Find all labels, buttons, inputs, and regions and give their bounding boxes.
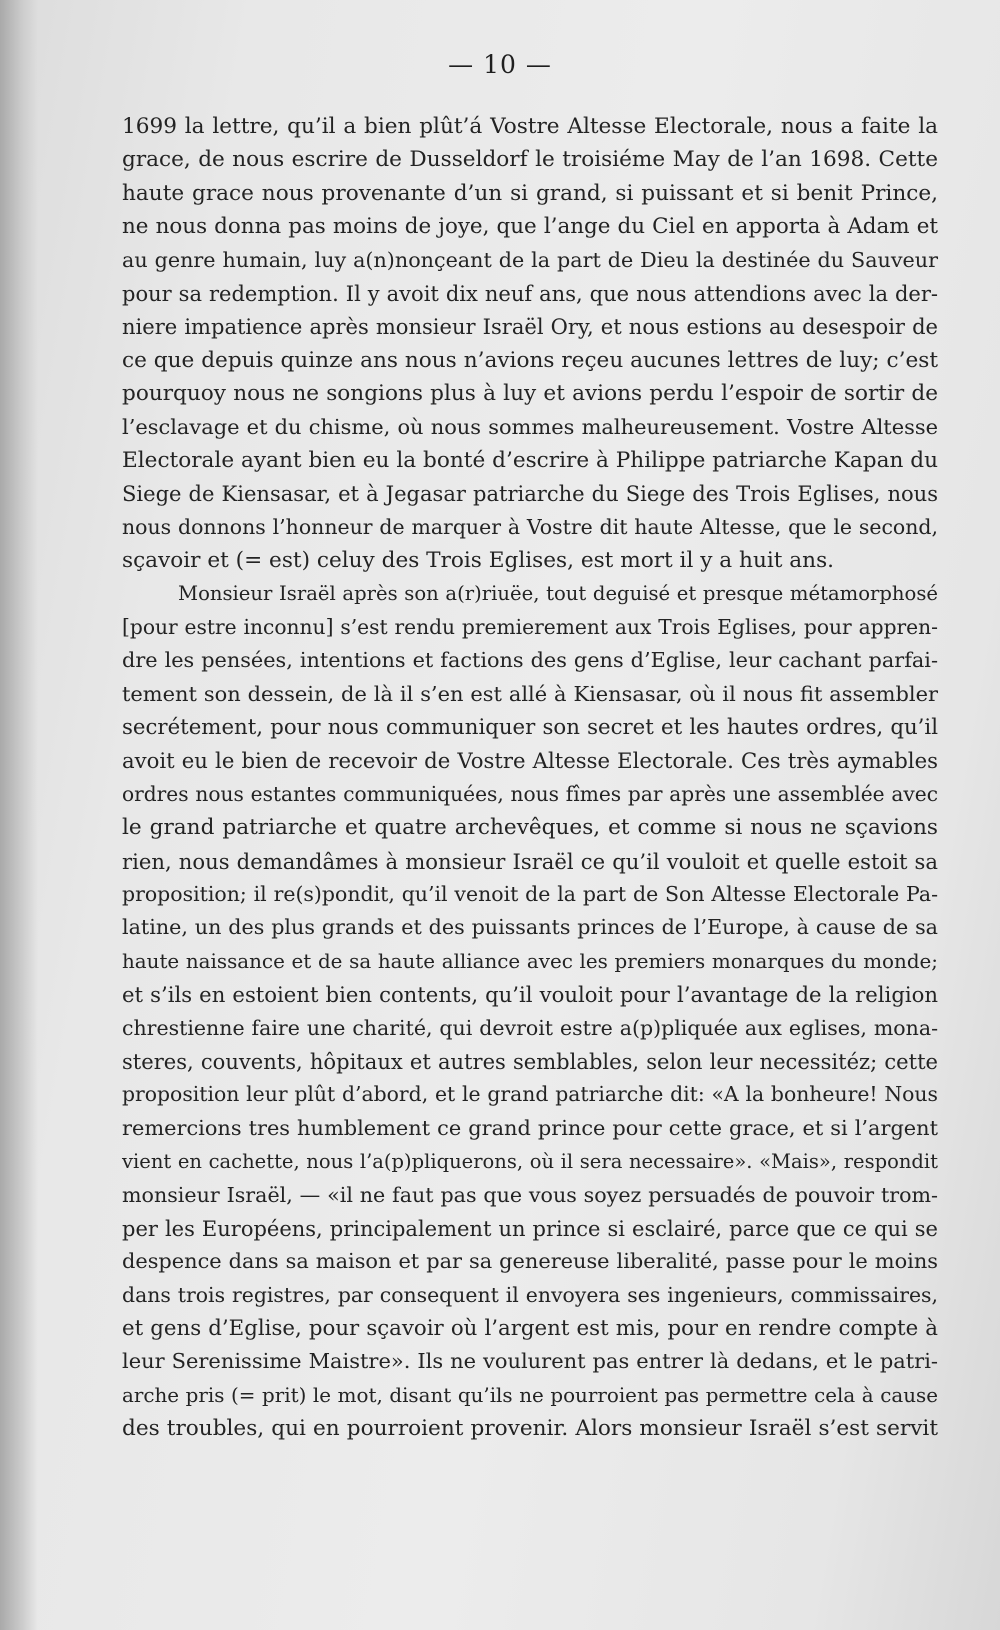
text-line: latine, un des plus grands et des puissants princes de l’Europe, à cause de sa: [122, 915, 938, 940]
text-line: per les Européens, principalement un prince si esclairé, parce que ce qui se: [122, 1215, 938, 1241]
paragraph-1: [122, 110, 938, 577]
text-line: niere impatience après monsieur Israël Ory, et nous estions au desespoir de: [122, 314, 938, 340]
text-line: le grand patriarche et quatre archevêques, et comme si nous ne sçavions: [122, 815, 938, 841]
text-line: haute naissance et de sa haute alliance avec les premiers monarques du monde;: [122, 949, 938, 973]
text-line: Electorale ayant bien eu la bonté d’escrire à Philippe patriarche Kapan du: [122, 447, 938, 473]
text-line: l’esclavage et du chisme, où nous sommes malheureusement. Vostre Altesse: [122, 414, 938, 439]
text-line: monsieur Israël, — «il ne faut pas que vous soyez persuadés de pouvoir trom-: [122, 1182, 938, 1207]
text-line: dans trois registres, par consequent il envoyera ses ingenieurs, commissaires,: [122, 1282, 938, 1307]
text-line: et gens d’Eglise, pour sçavoir où l’argent est mis, pour en rendre compte à: [122, 1316, 938, 1342]
text-line: pourquoy nous ne songions plus à luy et avions perdu l’espoir de sortir de: [122, 381, 938, 407]
text-line: ordres nous estantes communiquées, nous fîmes par après une assemblée avec: [122, 781, 938, 806]
text-line: proposition leur plût d’abord, et le grand patriarche dit: «A la bonheure! Nous: [122, 1082, 938, 1107]
text-line: nous donnons l’honneur de marquer à Vostre dit haute Altesse, que le second,: [122, 514, 938, 539]
text-line: tement son dessein, de là il s’en est allé à Kiensasar, où il nous fit assembler: [122, 681, 938, 706]
text-line: pour sa redemption. Il y avoit dix neuf ans, que nous attendions avec la der-: [122, 280, 938, 306]
body-text: [122, 110, 938, 1446]
text-line: arche pris (= prit) le mot, disant qu’ils ne pourroient pas permettre cela à cause: [122, 1383, 938, 1407]
text-line: leur Serenissime Maistre». Ils ne voulurent pas entrer là dedans, et le patri-: [122, 1349, 938, 1374]
binding-shadow: [0, 0, 38, 1630]
text-line: despence dans sa maison et par sa genereuse liberalité, passe pour le moins: [122, 1249, 938, 1274]
text-line: secrétement, pour nous communiquer son secret et les hautes ordres, qu’il: [122, 715, 938, 741]
text-line: remercions tres humblement ce grand prince pour cette grace, et si l’argent: [122, 1115, 938, 1140]
text-line: [pour estre inconnu] s’est rendu premierement aux Trois Eglises, pour appren-: [122, 614, 938, 639]
text-line: dre les pensées, intentions et factions des gens d’Eglise, leur cachant parfai-: [122, 648, 938, 673]
text-line: haute grace nous provenante d’un si grand, si puissant et si benit Prince,: [122, 180, 938, 206]
text-line: Monsieur Israël après son a(r)riuëe, tout deguisé et presque métamorphosé: [178, 582, 938, 606]
text-line: sçavoir et (= est) celuy des Trois Eglises, est mort il y a huit ans.: [122, 548, 835, 574]
text-line: proposition; il re(s)pondit, qu’il venoit de la part de Son Altesse Electorale Pa-: [122, 881, 938, 906]
paragraph-2: [122, 577, 938, 1445]
text-line: et s’ils en estoient bien contents, qu’il vouloit pour l’avantage de la religion: [122, 982, 938, 1008]
text-line: ce que depuis quinze ans nous n’avions reçeu aucunes lettres de luy; c’est: [122, 347, 938, 373]
text-line: avoit eu le bien de recevoir de Vostre Altesse Electorale. Ces très aymables: [122, 748, 938, 774]
text-line: vient en cachette, nous l’a(p)pliquerons, où il sera necessaire». «Mais», respondit: [122, 1150, 938, 1174]
text-line: grace, de nous escrire de Dusseldorf le troisiéme May de l’an 1698. Cette: [122, 147, 938, 173]
text-line: steres, couvents, hôpitaux et autres semblables, selon leur necessitéz; cette: [122, 1048, 938, 1074]
page-number: — 10 —: [448, 50, 552, 79]
text-line: Siege de Kiensasar, et à Jegasar patriarche du Siege des Trois Eglises, nous: [122, 481, 938, 507]
text-line: chrestienne faire une charité, qui devroit estre a(p)pliquée aux eglises, mona-: [122, 1015, 938, 1040]
text-line: 1699 la lettre, qu’il a bien plût’á Vostre Altesse Electorale, nous a faite la: [122, 114, 938, 139]
text-line: des troubles, qui en pourroient provenir. Alors monsieur Israël s’est servit: [122, 1416, 938, 1442]
text-line: au genre humain, luy a(n)nonçeant de la part de Dieu la destinée du Sauveur: [122, 247, 938, 272]
text-line: rien, nous demandâmes à monsieur Israël ce qu’il vouloit et quelle estoit sa: [122, 848, 938, 874]
text-line: ne nous donna pas moins de joye, que l’ange du Ciel en apporta à Adam et: [122, 214, 938, 240]
